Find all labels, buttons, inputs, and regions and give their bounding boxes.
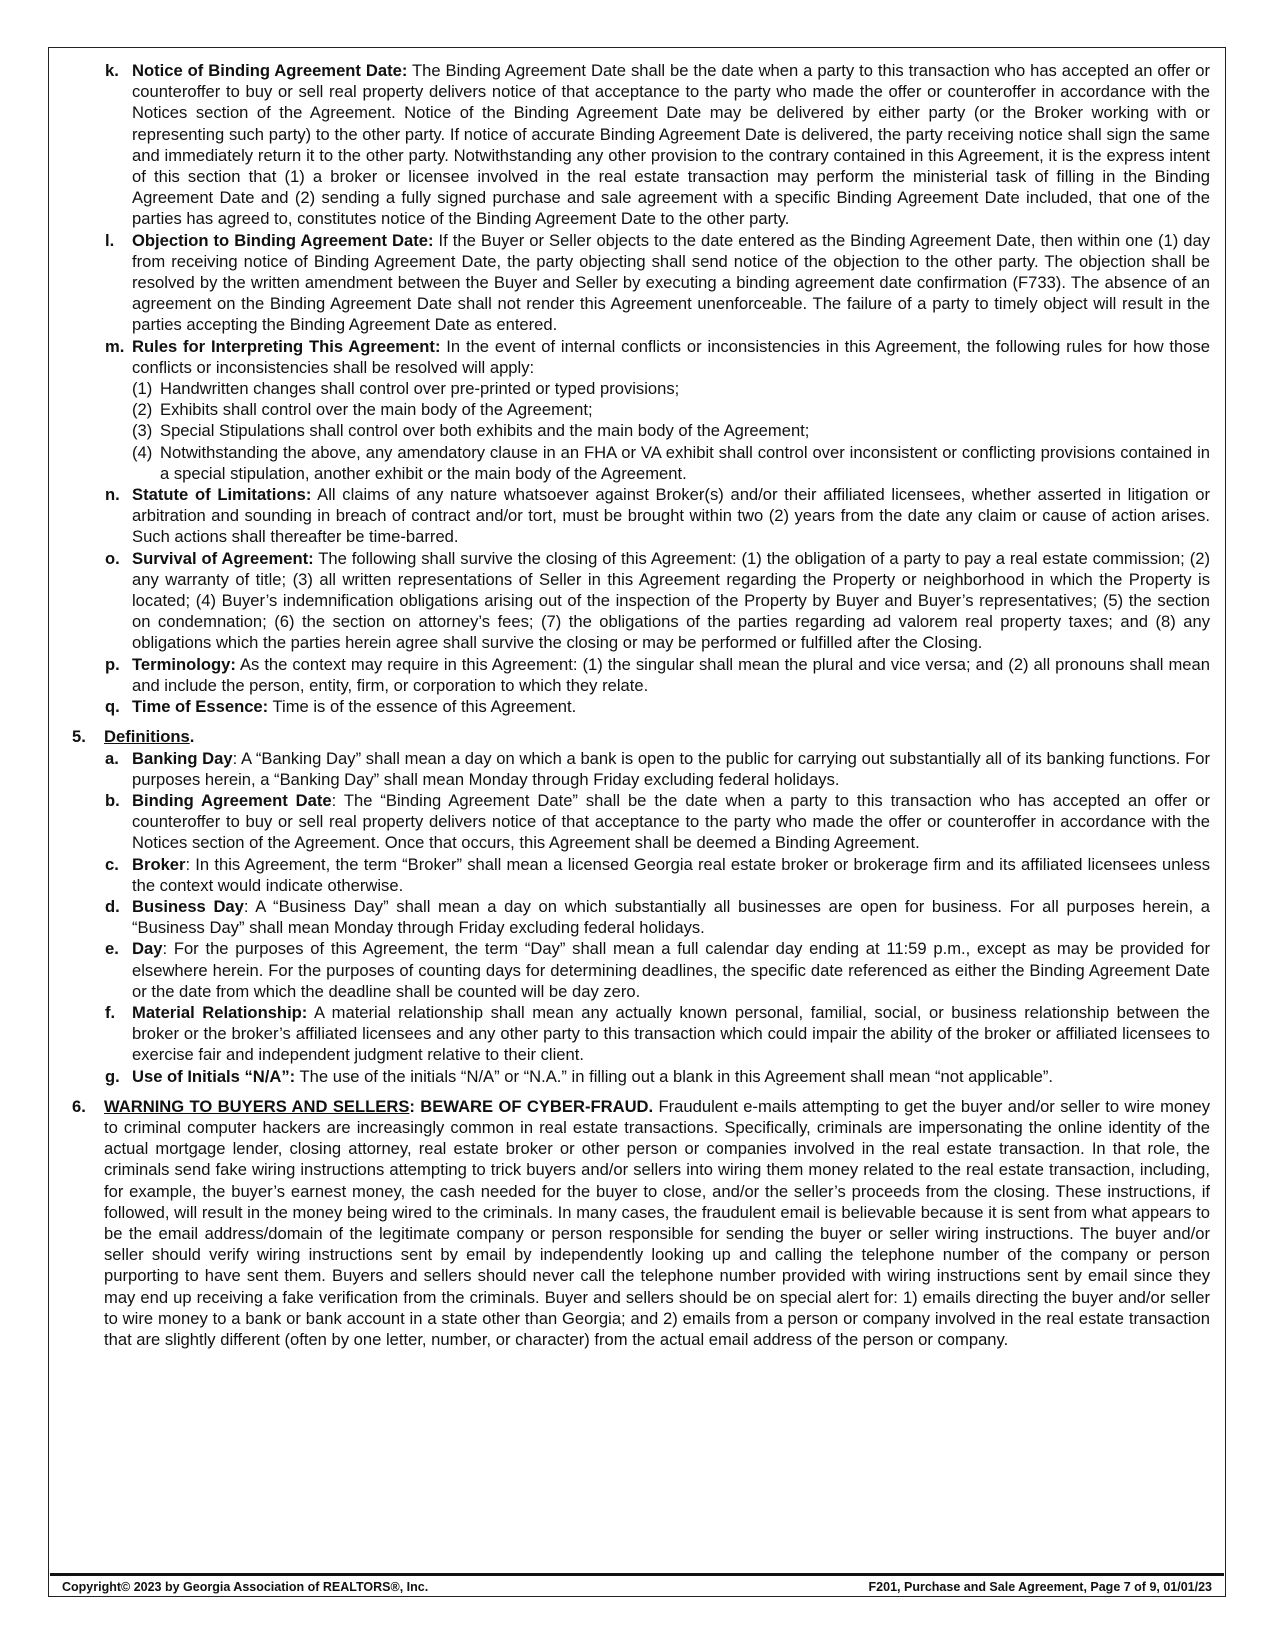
- item-text: All claims of any nature whatsoever against Broker(s) and/or their affiliated licensees, whether asserted in litigation or arbitration and sounding in breach of contract and/or tort, must be brought within two (2) years from the date any claim or cause of action arises. Such actions shall thereafter be time-barred.: [132, 485, 1210, 547]
- item-text: : For the purposes of this Agreement, the term “Day” shall mean a full calendar day ending at 11:59 p.m., except as may be provided for elsewhere herein. For the purposes of counting days for determining deadlines, the specific date referenced as either the Binding Agreement Date or the date from which the deadline shall be counted will be day zero.: [132, 939, 1210, 1001]
- item-text: Time is of the essence of this Agreement.: [268, 697, 577, 717]
- page-footer: [62, 1580, 1212, 1594]
- item-marker: b.: [105, 790, 120, 810]
- item-title: Broker: [132, 854, 186, 874]
- rule-1: [132, 378, 1210, 399]
- item-marker: k.: [105, 61, 119, 80]
- item-title: Time of Essence:: [132, 697, 269, 717]
- item-text: As the context may require in this Agreement: (1) the singular shall mean the plural and vice versa; and (2) all pronouns shall mean and include the person, entity, firm, or corporation to which they relate.: [132, 654, 1210, 695]
- section-heading: [104, 726, 1210, 747]
- definition-f: [72, 1002, 1210, 1066]
- section-definitions: [72, 726, 1210, 747]
- item-title: Use of Initials “N/A”:: [132, 1066, 296, 1086]
- rule-text: Handwritten changes shall control over pre-printed or typed provisions;: [160, 379, 680, 399]
- footer-rule: [50, 1573, 1224, 1576]
- document-body: [72, 60, 1210, 1350]
- section-cyber-fraud-warning: [72, 1096, 1210, 1350]
- rule-number: (4): [132, 442, 153, 462]
- item-text: The following shall survive the closing of this Agreement: (1) the obligation of a party to pay a real estate commission; (2) any warranty of title; (3) all written representations of Seller in this Agreement regarding the Property or neighborhood in which the Property is located; (4) Buyer’s indemnification obligations arising out of the inspection of the Property by Buyer and Buyer’s representatives; (5) the section on condemnation; (6) the section on attorney’s fees; (7) the obligations of the parties regarding ad valorem real property taxes; and (8) any obligations which the parties herein agree shall survive the closing or may be performed or fulfilled after the Closing.: [132, 548, 1210, 653]
- paragraph-l: [72, 230, 1210, 336]
- item-marker: a.: [105, 748, 119, 768]
- paragraph-k: [72, 60, 1210, 230]
- item-marker: q.: [105, 697, 120, 717]
- item-text: : In this Agreement, the term “Broker” shall mean a licensed Georgia real estate broker or brokerage firm and its affiliated licensees unless the context would indicate otherwise.: [132, 854, 1210, 895]
- item-text: In the event of internal conflicts or inconsistencies in this Agreement, the following rules for how those conflicts or inconsistencies shall be resolved will apply:: [132, 336, 1211, 377]
- item-title: Binding Agreement Date: [132, 790, 332, 810]
- definition-g: [72, 1066, 1210, 1087]
- rule-3: [132, 420, 1210, 441]
- copyright-notice: Copyright© 2023 by Georgia Association of REALTORS®, Inc.: [62, 1580, 429, 1594]
- item-title: Material Relationship:: [132, 1002, 308, 1022]
- item-marker: e.: [105, 939, 119, 959]
- item-marker: c.: [105, 854, 119, 874]
- rule-text: Special Stipulations shall control over both exhibits and the main body of the Agreement;: [160, 421, 810, 441]
- item-title: Banking Day: [132, 748, 233, 768]
- item-marker: d.: [105, 896, 120, 916]
- item-title: Survival of Agreement:: [132, 548, 314, 568]
- item-text: : A “Business Day” shall mean a day on which substantially all businesses are open for business. For all purposes herein, a “Business Day” shall mean Monday through Friday excluding federal holidays.: [132, 896, 1210, 938]
- warning-text: Fraudulent e-mails attempting to get the buyer and/or seller to wire money to criminal computer hackers are increasingly common in real estate transactions. Specifically, criminals are impersonating the online identity of the actual mortgage lender, closing attorney, real estate broker or other person or companies involved in the real estate transaction. In that role, the criminals send fake wiring instructions attempting to trick buyers and/or sellers into wiring them money related to the real estate transaction, including, for example, the buyer’s earnest money, the cash needed for the buyer to close, and/or the seller’s proceeds from the closing. These instructions, if followed, will result in the money being wired to the criminals. In many cases, the fraudulent email is believable because it is sent from what appears to be the email address/domain of the legitimate company or person responsible for sending the buyer or seller wiring instructions. The buyer and/or seller should verify wiring instructions sent by email by independently looking up and calling the telephone number of the company or person purporting to have sent them. Buyers and sellers should never call the telephone number provided with wiring instructions sent by email since they may end up receiving a fake verification from the criminals. Buyer and sellers should be on special alert for: 1) emails directing the buyer and/or seller to wire money to a bank or bank account in a state other than Georgia; and 2) emails from a person or company involved in the real estate transaction that are slightly different (often by one letter, number, or character) from the actual email address of the person or company.: [104, 1096, 1210, 1349]
- item-title: Statute of Limitations:: [132, 485, 312, 505]
- rule-number: (2): [132, 400, 153, 420]
- warning-paragraph: [104, 1096, 1210, 1350]
- definition-c: [72, 854, 1210, 896]
- definition-e: [72, 938, 1210, 1002]
- item-text: : The “Binding Agreement Date” shall be the date when a party to this transaction who has accepted an offer or counteroffer to buy or sell real property delivers notice of that acceptance to the party who made the offer or counteroffer in accordance with the Notices section of the Agreement. Once that occurs, this Agreement shall be deemed a Binding Agreement.: [132, 790, 1210, 853]
- item-title: Terminology:: [132, 654, 236, 674]
- item-text: The use of the initials “N/A” or “N.A.” in filling out a blank in this Agreement shall mean “not applicable”.: [295, 1066, 1054, 1086]
- item-marker: g.: [105, 1066, 120, 1086]
- definition-d: [72, 896, 1210, 938]
- section-number: 5.: [72, 727, 86, 747]
- item-title: Day: [132, 939, 163, 959]
- paragraph-m: [72, 336, 1210, 484]
- item-title: Objection to Binding Agreement Date:: [132, 230, 434, 250]
- rule-number: (1): [132, 379, 153, 399]
- item-marker: m.: [105, 336, 125, 356]
- rule-number: (3): [132, 421, 153, 441]
- item-title: Rules for Interpreting This Agreement:: [132, 336, 441, 356]
- item-text: The Binding Agreement Date shall be the date when a party to this transaction who has accepted an offer or counteroffer to buy or sell real property delivers notice of that acceptance to the party who made the offer or counteroffer in accordance with the Notices section of the Agreement. Notice of the Binding Agreement Date may be delivered by either party (or the Broker working with or representing such party) to the other party. If notice of accurate Binding Agreement Date is delivered, the party receiving notice shall sign the same and immediately return it to the other party. Notwithstanding any other provision to the contrary contained in this Agreement, it is the express intent of this section that (1) a broker or licensee involved in the real estate transaction may perform the ministerial task of filling in the Binding Agreement Date and (2) sending a fully signed purchase and sale agreement with a specific Binding Agreement Date included, that one of the parties has agreed to, constitutes notice of the Binding Agreement Date to the other party.: [132, 61, 1210, 229]
- paragraph-o: [72, 548, 1210, 654]
- item-marker: f.: [105, 1002, 116, 1022]
- rule-text: Notwithstanding the above, any amendatory clause in an FHA or VA exhibit shall control over inconsistent or conflicting provisions contained in a special stipulation, another exhibit or the main body of the Agreement.: [160, 442, 1210, 483]
- paragraph-n: [72, 484, 1210, 548]
- item-text: A material relationship shall mean any actually known personal, familial, social, or business relationship between the broker or the broker’s affiliated licensees and any other party to this transaction which could impair the ability of the broker or affiliated licensees to exercise fair and independent judgment relative to their client.: [132, 1002, 1210, 1065]
- item-marker: n.: [105, 485, 120, 505]
- item-text: : A “Banking Day” shall mean a day on which a bank is open to the public for carrying out substantially all of its banking functions. For purposes herein, a “Banking Day” shall mean Monday through Friday excluding federal holidays.: [132, 748, 1210, 789]
- section-number: 6.: [72, 1096, 86, 1116]
- item-text: If the Buyer or Seller objects to the date entered as the Binding Agreement Date, then within one (1) day from receiving notice of Binding Agreement Date, the party objecting shall send notice of the objection to the other party. The objection shall be resolved by the written amendment between the Buyer and Seller by executing a binding agreement date confirmation (F733). The absence of an agreement on the Binding Agreement Date shall not render this Agreement unenforceable. The failure of a party to timely object will result in the parties accepting the Binding Agreement Date as entered.: [132, 230, 1210, 335]
- paragraph-q: [72, 696, 1210, 717]
- definition-b: [72, 790, 1210, 854]
- definition-a: [72, 748, 1210, 790]
- item-title: Business Day: [132, 896, 244, 916]
- paragraph-p: [72, 654, 1210, 696]
- item-title: Notice of Binding Agreement Date:: [132, 61, 408, 80]
- item-marker: p.: [105, 654, 120, 674]
- item-marker: l.: [105, 230, 115, 250]
- rule-text: Exhibits shall control over the main body of the Agreement;: [160, 400, 593, 420]
- rule-2: [132, 399, 1210, 420]
- item-marker: o.: [105, 548, 120, 568]
- rule-4: [132, 442, 1210, 484]
- form-info: F201, Purchase and Sale Agreement, Page 7 of 9, 01/01/23: [868, 1580, 1212, 1594]
- section-heading-text: Definitions: [104, 727, 190, 747]
- warning-subheading: : BEWARE OF CYBER-FRAUD.: [409, 1096, 654, 1116]
- warning-heading: WARNING TO BUYERS AND SELLERS: [104, 1096, 410, 1116]
- section-heading-period: .: [189, 727, 195, 747]
